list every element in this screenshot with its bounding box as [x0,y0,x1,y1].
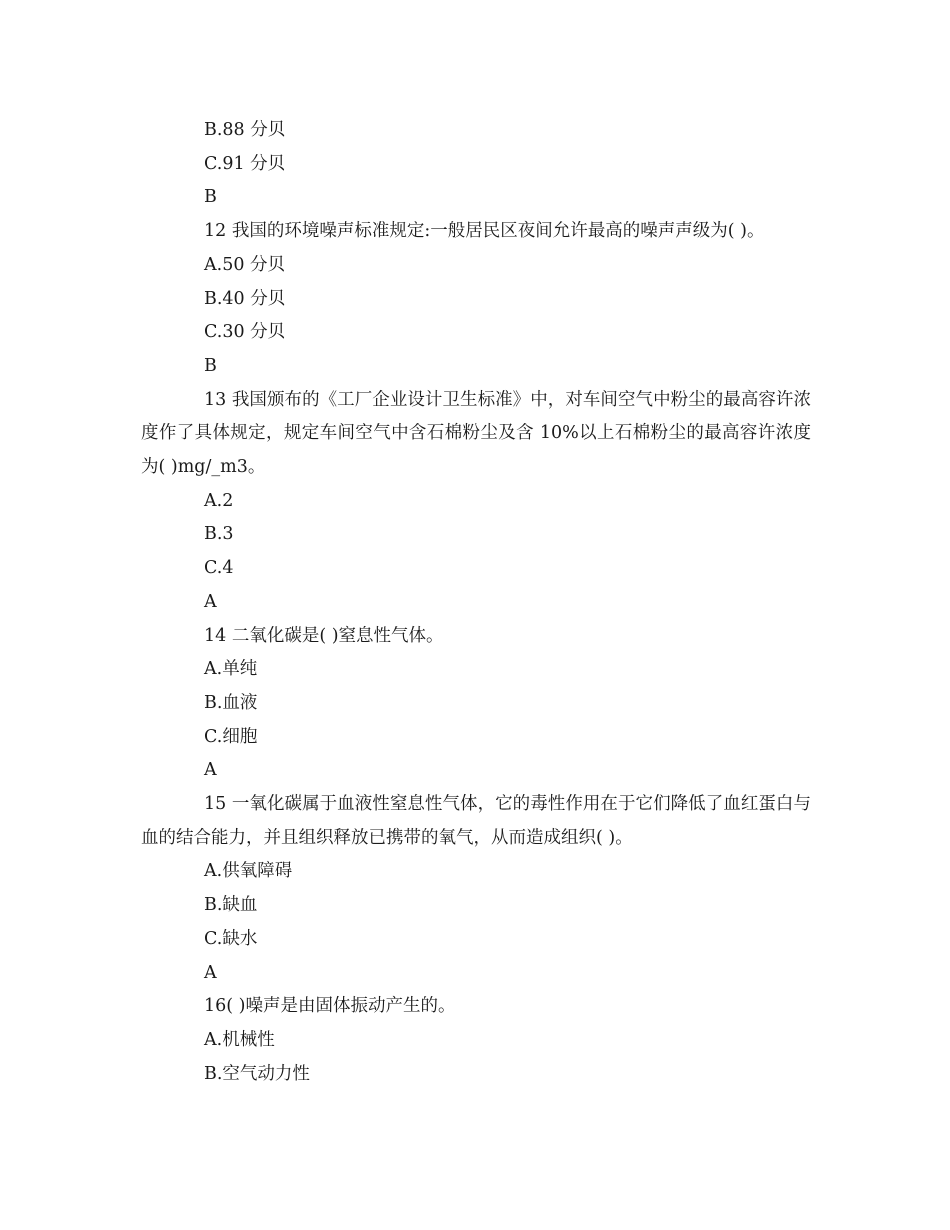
answer-line: A [204,760,217,781]
option-line: A.单纯 [204,659,258,680]
question-14: 14 二氧化碳是( )窒息性气体。 [204,625,444,646]
option-line: A.机械性 [204,1029,275,1050]
question-16: 16( )噪声是由固体振动产生的。 [204,996,456,1017]
option-line: C.30 分贝 [204,322,286,343]
option-line: C.91 分贝 [204,153,286,174]
answer-line: B [204,187,217,208]
option-line: C.4 [204,558,234,579]
question-12: 12 我国的环境噪声标准规定:一般居民区夜间允许最高的噪声声级为( )。 [204,221,765,242]
option-line: A.供氧障碍 [204,861,293,882]
option-line: A.50 分贝 [204,254,286,275]
option-line: B.3 [204,524,234,545]
option-line: B.血液 [204,692,258,713]
option-line: B.空气动力性 [204,1063,310,1084]
answer-line: A [204,591,217,612]
option-line: B.缺血 [204,895,258,916]
answer-line: A [204,962,217,983]
document-body [141,114,811,1091]
option-line: C.缺水 [204,928,258,949]
question-13: 13 我国颁布的《工厂企业设计卫生标准》中，对车间空气中粉尘的最高容许浓度作了具体规定，规定车间空气中含石棉粉尘及含 10%以上石棉粉尘的最高容许浓度为( )mg/_m3。 [141,389,811,478]
option-line: A.2 [204,490,234,511]
option-line: B.40 分贝 [204,288,286,309]
option-line: C.细胞 [204,726,258,747]
question-15: 15 一氧化碳属于血液性窒息性气体，它的毒性作用在于它们降低了血红蛋白与血的结合能力，并且组织释放已携带的氧气，从而造成组织( )。 [141,794,811,848]
answer-line: B [204,355,217,376]
option-line: B.88 分贝 [204,120,286,140]
